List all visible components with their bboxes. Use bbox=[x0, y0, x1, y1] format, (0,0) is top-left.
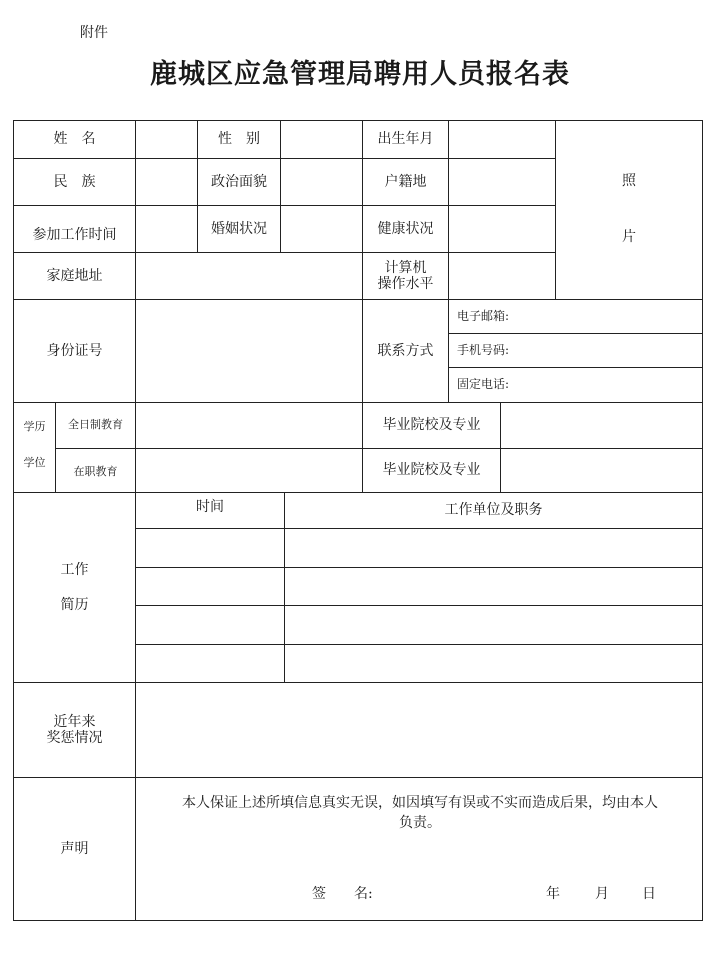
education-label: 学历 bbox=[23, 419, 46, 433]
declaration-text bbox=[142, 793, 698, 834]
computer-skill-label-line1: 计算机 bbox=[384, 259, 427, 276]
attachment-label: 附件 bbox=[80, 25, 108, 41]
id-number-label: 身份证号 bbox=[46, 342, 103, 359]
landline-field[interactable]: 固定电话: bbox=[457, 377, 510, 392]
month-label: 月 bbox=[595, 886, 609, 902]
rewards-field[interactable] bbox=[136, 683, 702, 777]
mobile-field[interactable]: 手机号码: bbox=[457, 342, 510, 357]
photo-label-2: 片 bbox=[622, 228, 636, 245]
computer-skill-label-line2: 操作水平 bbox=[377, 276, 434, 292]
work-history-label-line1: 工作 bbox=[60, 562, 89, 579]
work-start-field[interactable] bbox=[136, 206, 197, 252]
parttime-school-label: 毕业院校及专业 bbox=[382, 462, 481, 479]
email-field[interactable]: 电子邮箱: bbox=[457, 308, 510, 323]
work-unit-cell[interactable] bbox=[285, 529, 702, 567]
work-time-cell[interactable] bbox=[136, 645, 284, 682]
signature-label: 签 名: bbox=[312, 886, 373, 902]
ethnicity-label: 民 族 bbox=[53, 173, 96, 190]
gender-label: 性 别 bbox=[218, 131, 260, 148]
work-time-cell[interactable] bbox=[136, 606, 284, 644]
signature-field[interactable] bbox=[400, 880, 530, 904]
rewards-label bbox=[14, 683, 135, 777]
work-time-cell[interactable] bbox=[136, 568, 284, 605]
work-unit-cell[interactable] bbox=[285, 568, 702, 605]
computer-skill-label bbox=[363, 253, 448, 299]
health-field[interactable] bbox=[449, 206, 555, 252]
address-field[interactable] bbox=[136, 253, 362, 299]
name-field[interactable] bbox=[136, 121, 197, 158]
form-title: 鹿城区应急管理局聘用人员报名表 bbox=[150, 59, 570, 90]
work-time-header: 时间 bbox=[196, 498, 224, 515]
contact-label: 联系方式 bbox=[377, 342, 434, 359]
day-label: 日 bbox=[642, 886, 656, 902]
work-start-label: 参加工作时间 bbox=[32, 226, 117, 243]
parttime-education-field[interactable] bbox=[136, 449, 362, 492]
work-history-label bbox=[14, 493, 135, 682]
fulltime-education-label: 全日制教育 bbox=[68, 418, 123, 432]
marital-field[interactable] bbox=[281, 206, 362, 252]
marital-label: 婚姻状况 bbox=[211, 220, 267, 237]
id-number-field[interactable] bbox=[136, 300, 362, 402]
declaration-label: 声明 bbox=[60, 840, 89, 857]
work-unit-header: 工作单位及职务 bbox=[444, 502, 543, 519]
work-unit-cell[interactable] bbox=[285, 606, 702, 644]
name-label: 姓 名 bbox=[53, 131, 96, 148]
year-label: 年 bbox=[546, 886, 560, 902]
birth-field[interactable] bbox=[449, 121, 555, 158]
fulltime-education-field[interactable] bbox=[136, 403, 362, 448]
political-field[interactable] bbox=[281, 159, 362, 205]
fulltime-school-label: 毕业院校及专业 bbox=[382, 417, 481, 434]
rewards-label-line1: 近年来 bbox=[53, 713, 96, 730]
rewards-label-line2: 奖惩情况 bbox=[46, 730, 103, 746]
household-field[interactable] bbox=[449, 159, 555, 205]
degree-label: 学位 bbox=[23, 455, 46, 469]
computer-skill-field[interactable] bbox=[449, 253, 555, 299]
work-history-label-line2: 简历 bbox=[60, 596, 89, 613]
parttime-education-label: 在职教育 bbox=[73, 465, 118, 479]
birth-label: 出生年月 bbox=[377, 131, 434, 148]
fulltime-school-field[interactable] bbox=[501, 403, 702, 448]
parttime-school-field[interactable] bbox=[501, 449, 702, 492]
ethnicity-field[interactable] bbox=[136, 159, 197, 205]
address-label: 家庭地址 bbox=[46, 267, 103, 284]
work-unit-cell[interactable] bbox=[285, 645, 702, 682]
health-label: 健康状况 bbox=[377, 220, 434, 237]
work-time-cell[interactable] bbox=[136, 529, 284, 567]
photo-label-1: 照 bbox=[622, 172, 636, 189]
gender-field[interactable] bbox=[281, 121, 362, 158]
household-label: 户籍地 bbox=[384, 173, 427, 190]
declaration-text-line2: 负责。 bbox=[399, 815, 441, 832]
political-label: 政治面貌 bbox=[211, 173, 267, 190]
declaration-text-line1: 本人保证上述所填信息真实无误，如因填写有误或不实而造成后果，均由本人 bbox=[182, 795, 658, 811]
photo-box[interactable] bbox=[556, 121, 702, 299]
